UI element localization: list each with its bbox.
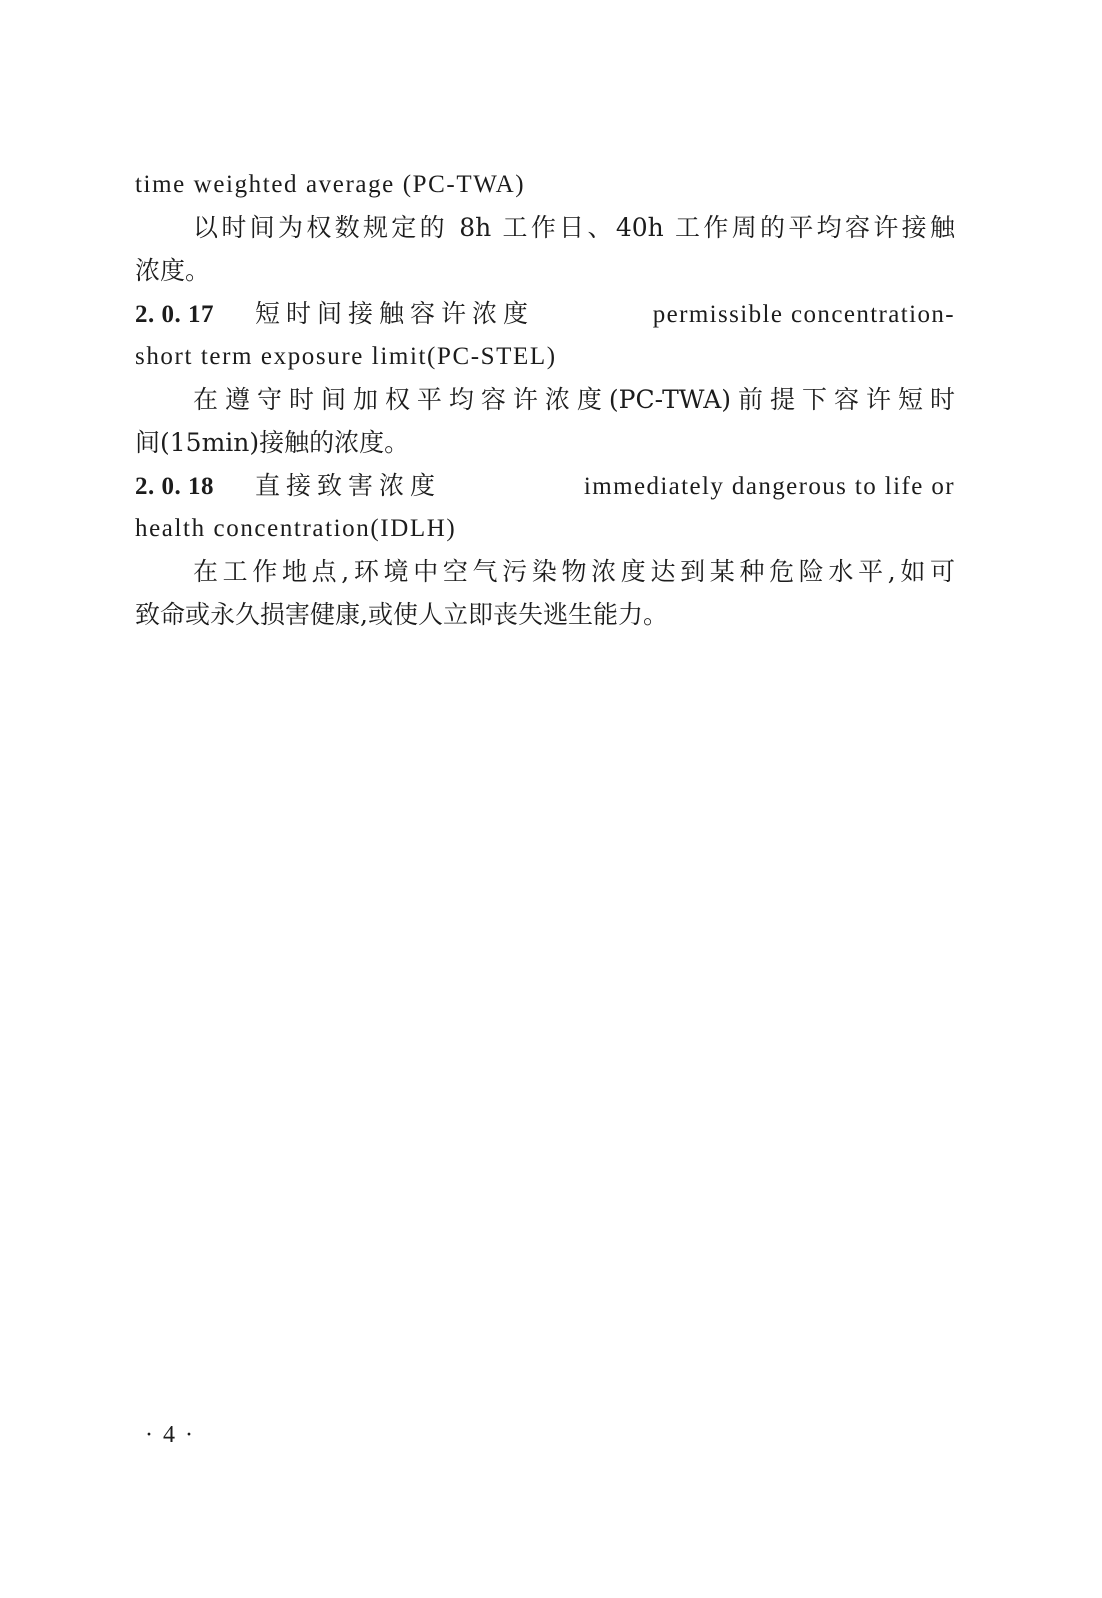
entry-17-term-en-line1: permissible concentration-	[652, 301, 955, 328]
entry-18-definition-line2: 致命或永久损害健康,或使人立即丧失逃生能力。	[135, 600, 668, 629]
entry-17-number: 2. 0. 17	[135, 301, 214, 328]
entry-17-heading	[135, 296, 955, 333]
entry-18-number: 2. 0. 18	[135, 473, 214, 500]
entry-18-term-en-line1: immediately dangerous to life or	[583, 473, 955, 500]
entry-17-definition-line2: 间(15min)接触的浓度。	[135, 428, 410, 457]
entry-18-term-en-line2: health concentration(IDLH)	[135, 515, 457, 542]
entry-17-term-en-line2: short term exposure limit(PC-STEL)	[135, 343, 557, 370]
entry-18-term-cn: 直接致害浓度	[255, 471, 442, 500]
entry-16-definition-line2: 浓度。	[135, 256, 211, 285]
entry-17-definition-line1: 在遵守时间加权平均容许浓度(PC-TWA)前提下容许短时	[193, 385, 955, 414]
entry-17-term-cn: 短时间接触容许浓度	[255, 299, 535, 328]
entry-18-definition-line1: 在工作地点,环境中空气污染物浓度达到某种危险水平,如可	[193, 557, 955, 586]
entry-18-heading	[135, 468, 955, 505]
entry-16-definition-line1: 以时间为权数规定的 8h 工作日、40h 工作周的平均容许接触	[193, 213, 955, 242]
entry-16-term-en-continued: time weighted average (PC-TWA)	[135, 171, 526, 198]
page-number: · 4 ·	[145, 1422, 195, 1448]
